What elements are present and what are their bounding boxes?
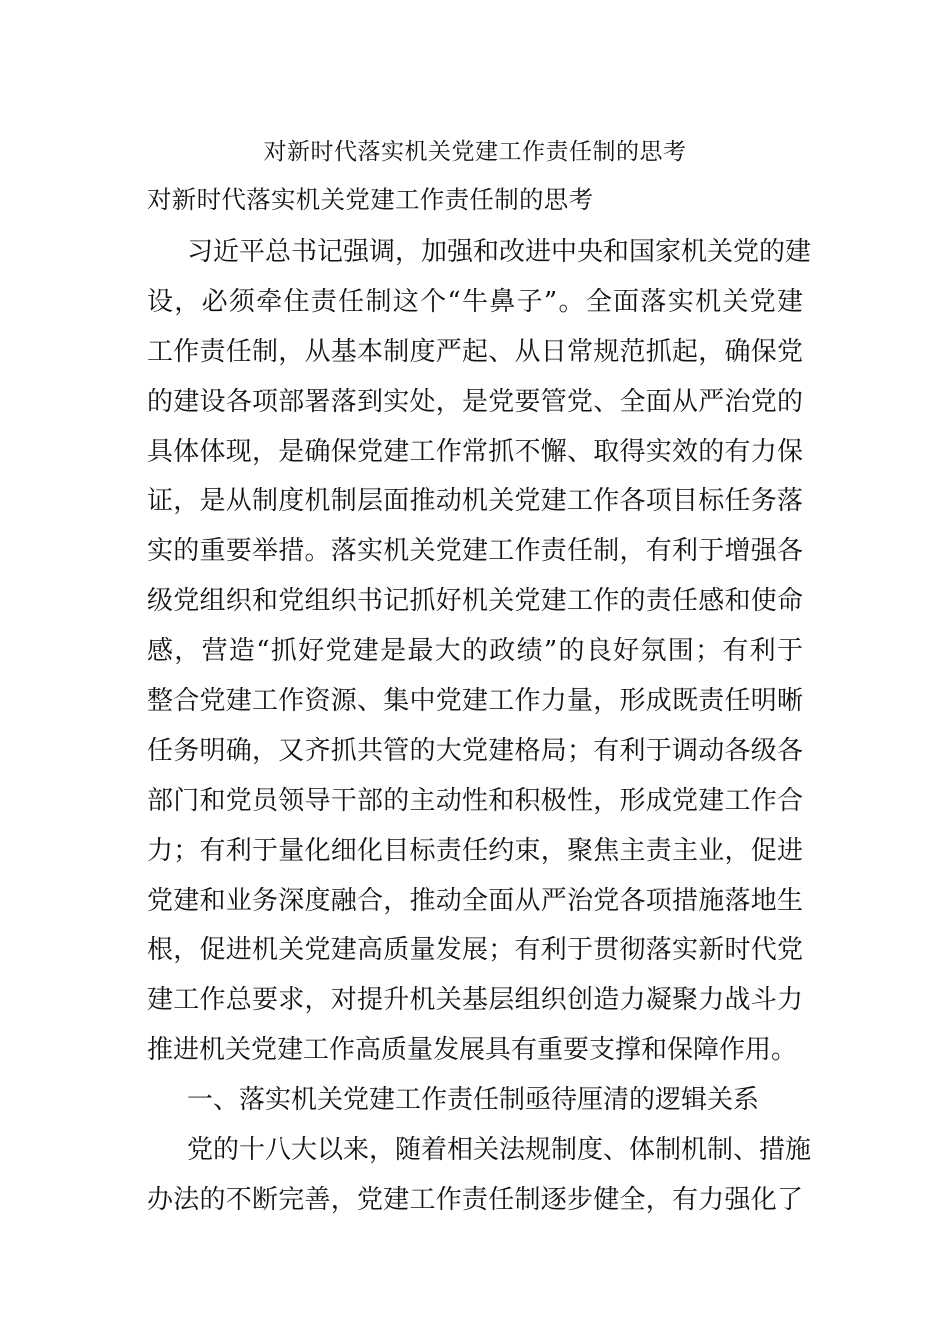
paragraph-line: 设，必须牵住责任制这个“牛鼻子”。全面落实机关党建 [147,286,803,317]
document-title: 对新时代落实机关党建工作责任制的思考 [263,139,687,165]
section-1-paragraph [147,1126,812,1226]
paragraph-line: 习近平总书记强调，加强和改进中央和国家机关党的建 [187,237,812,267]
paragraph-line: 根，促进机关党建高质量发展；有利于贯彻落实新时代党 [147,935,803,966]
paragraph-line: 工作责任制，从基本制度严起、从日常规范抓起，确保党 [147,336,803,367]
paragraph-line: 感，营造“抓好党建是最大的政绩”的良好氛围；有利于 [147,636,803,667]
section-heading [147,1076,803,1126]
paragraph-line: 推进机关党建工作高质量发展具有重要支撑和保障作用。 [147,1035,798,1066]
document-subtitle: 对新时代落实机关党建工作责任制的思考 [147,185,594,214]
paragraph-line: 任务明确，又齐抓共管的大党建格局；有利于调动各级各 [147,735,803,766]
paragraph-line: 实的重要举措。落实机关党建工作责任制，有利于增强各 [147,536,803,567]
paragraph-line: 的建设各项部署落到实处，是党要管党、全面从严治党的 [147,386,803,417]
paragraph-line: 具体体现，是确保党建工作常抓不懈、取得实效的有力保 [147,436,803,467]
paragraph-line: 力；有利于量化细化目标责任约束，聚焦主责主业，促进 [147,835,803,866]
paragraph-line: 整合党建工作资源、集中党建工作力量，形成既责任明晰 [147,686,803,717]
paragraph-line: 党的十八大以来，随着相关法规制度、体制机制、措施 [187,1135,812,1165]
intro-paragraph [147,228,812,1076]
paragraph-line: 证，是从制度机制层面推动机关党建工作各项目标任务落 [147,486,803,517]
paragraph-line: 建工作总要求，对提升机关基层组织创造力凝聚力战斗力 [147,985,803,1016]
section-heading-text: 一、落实机关党建工作责任制亟待厘清的逻辑关系 [187,1085,760,1115]
paragraph-line: 党建和业务深度融合，推动全面从严治党各项措施落地生 [147,885,803,916]
paragraph-line: 部门和党员领导干部的主动性和积极性，形成党建工作合 [147,785,803,816]
paragraph-line: 级党组织和党组织书记抓好机关党建工作的责任感和使命 [147,586,803,617]
paragraph-line: 办法的不断完善，党建工作责任制逐步健全，有力强化了 [147,1184,803,1215]
